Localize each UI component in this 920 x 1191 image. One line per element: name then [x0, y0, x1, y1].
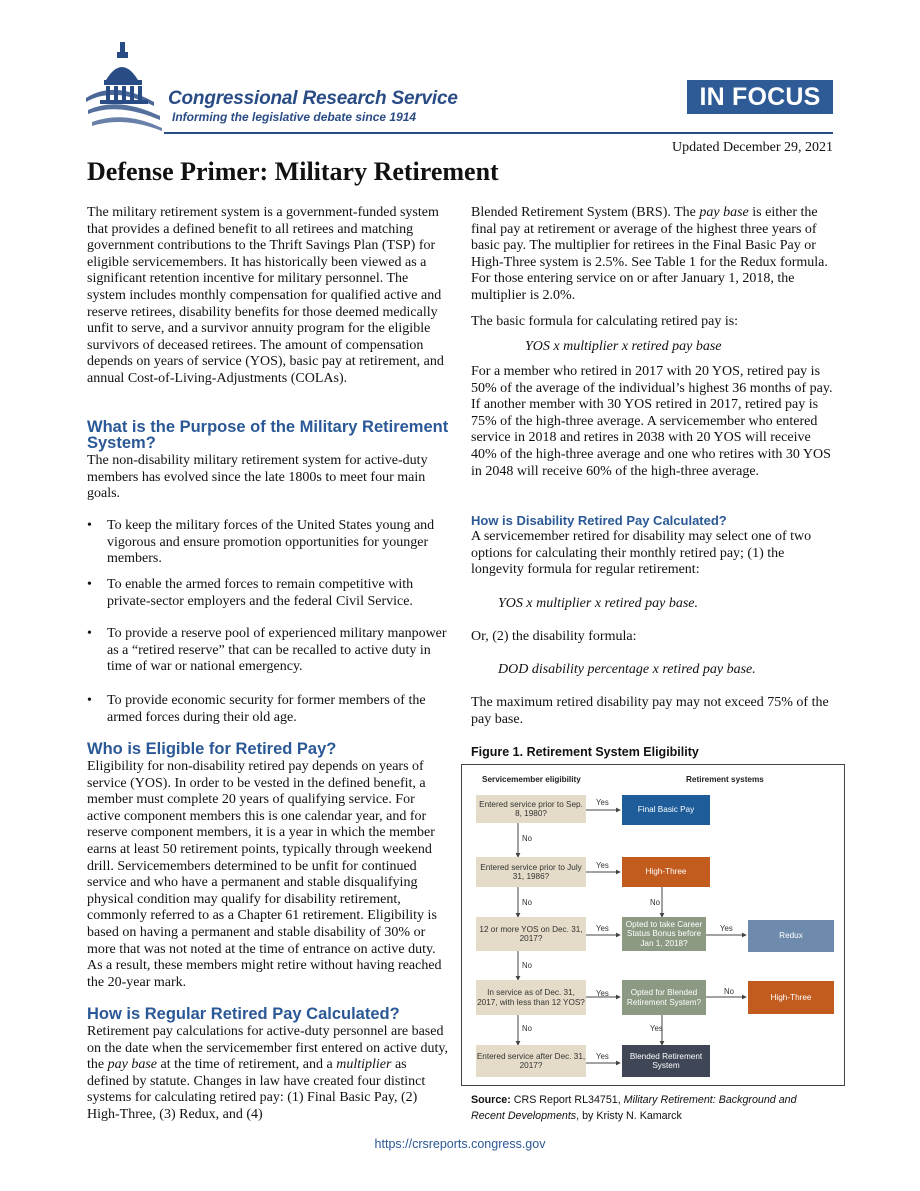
heading-disability: How is Disability Retired Pay Calculated?	[471, 513, 727, 528]
list-item	[87, 693, 449, 726]
page-title: Defense Primer: Military Retirement	[87, 157, 499, 186]
flowchart-header-left: Servicemember eligibility	[482, 775, 581, 784]
brs-text-1: Blended Retirement System (BRS). The	[471, 205, 700, 220]
intro-paragraph	[87, 205, 449, 388]
regular-text-2: at the time of retirement, and a	[157, 1057, 337, 1073]
formula-basic: YOS x multiplier x retired pay base	[525, 339, 722, 354]
formula-longevity: YOS x multiplier x retired pay base.	[498, 596, 698, 611]
final-basic-pay-box: Final Basic Pay	[622, 795, 710, 825]
yes-label: Yes	[596, 989, 609, 998]
figure-source	[471, 1092, 831, 1124]
bullet-icon: •	[87, 626, 92, 641]
figure-caption: Figure 1. Retirement System Eligibility	[471, 745, 699, 759]
bullet-icon: •	[87, 577, 92, 592]
yes-label: Yes	[596, 798, 609, 807]
opted-csb-box: Opted to take Career Status Bonus before Jan 1, 2018?	[622, 917, 706, 951]
formula-intro: The basic formula for calculating retired pay is:	[471, 314, 739, 329]
org-name: Congressional Research Service	[168, 88, 458, 109]
question-12-yos: 12 or more YOS on Dec. 31, 2017?	[476, 917, 586, 951]
source-title: Military Retirement: Background and Recent Developments	[471, 1094, 797, 1122]
no-label: No	[522, 898, 532, 907]
regular-paragraph	[87, 1024, 449, 1124]
list-item	[87, 577, 449, 610]
list-item-text: To provide a reserve pool of experienced military manpower as a “retired reserve” that can be recalled to active duty in time of war or national emergency.	[107, 626, 447, 675]
heading-regular: How is Regular Retired Pay Calculated?	[87, 1005, 400, 1023]
opted-brs-box: Opted for Blended Retirement System?	[622, 980, 706, 1015]
bullet-icon: •	[87, 518, 92, 533]
no-label: No	[650, 898, 660, 907]
no-label: No	[522, 1024, 532, 1033]
source-text-2: , by Kristy N. Kamarck	[576, 1110, 682, 1122]
disability-paragraph: A servicemember retired for disability may select one of two options for calculating their monthly retired pay; (1) the longevity formula for regular retirement:	[471, 529, 812, 578]
purpose-paragraph: The non-disability military retirement system for active-duty members has evolved since the late 1800s to meet four main goals.	[87, 453, 428, 502]
regular-text-1: Retirement pay calculations for active-duty personnel are based on the date when the servicemember first entered on active duty, the	[87, 1024, 449, 1073]
regular-text-3: as defined by statute. Changes in law have created four distinct systems for calculating retired pay: (1) Final Basic Pay, (2) High-Three, (3) Redux, and (4)	[87, 1057, 426, 1122]
yes-label: Yes	[720, 924, 733, 933]
example-paragraph: For a member who retired in 2017 with 20 YOS, retired pay is 50% of the average of the individual’s highest 36 months of pay. If another member with 30 YOS retired in 2017, retired pay is 75% of the high-three average. A servicemember who entered service in 2018 and retires in 2038 with 20 YOS will receive 40% of the high-three average and one who retires with 30 YOS in 2048 will receive 60% of the high-three average.	[471, 364, 833, 479]
eligibility-flowchart	[461, 764, 845, 1086]
redux-box: Redux	[748, 920, 834, 952]
no-label: No	[522, 834, 532, 843]
eligible-paragraph: Eligibility for non-disability retired pay depends on years of service (YOS). In order to be vested in the defined benefit, a member must complete 20 years of qualifying service. For active component members this is one calendar year, and for reserve component members, it is a year in which the member earns at least 50 retirement points, typically through weekend drill. Servicemembers determined to be unfit for continued service and who have a permanent and stable disqualifying physical condition may qualify for disability retirement, commonly referred to as a Chapter 61 retirement. Eligibility is based on having a permanent and stable disability of 30% or more that was not noted at the time of entrance on active duty. As a result, these members might retire without having reached the 20-year mark.	[87, 759, 442, 990]
no-label: No	[522, 961, 532, 970]
question-post-2017: Entered service after Dec. 31, 2017?	[476, 1045, 586, 1077]
heading-purpose: What is the Purpose of the Military Retirement System?	[87, 418, 449, 452]
brs-paragraph	[471, 205, 833, 305]
question-under-12-yos: In service as of Dec. 31, 2017, with less than 12 YOS?	[476, 980, 586, 1015]
source-text-1: CRS Report RL34751,	[510, 1094, 624, 1106]
blended-retirement-box: Blended Retirement System	[622, 1045, 710, 1077]
capitol-dome-logo	[84, 40, 176, 132]
question-pre-1980: Entered service prior to Sep. 8, 1980?	[476, 795, 586, 823]
list-item	[87, 518, 449, 568]
no-label: No	[724, 987, 734, 996]
yes-label: Yes	[596, 1052, 609, 1061]
yes-label: Yes	[650, 1024, 663, 1033]
max-disability-paragraph: The maximum retired disability pay may not exceed 75% of the pay base.	[471, 695, 829, 727]
org-tagline: Informing the legislative debate since 1914	[172, 110, 417, 124]
source-label: Source:	[471, 1094, 511, 1106]
list-item-text: To keep the military forces of the United States young and vigorous and ensure promotion opportunities for younger members.	[107, 518, 435, 567]
bullet-icon: •	[87, 693, 92, 708]
heading-eligible: Who is Eligible for Retired Pay?	[87, 740, 337, 758]
list-item-text: To enable the armed forces to remain competitive with private-sector employers and the federal Civil Service.	[107, 577, 414, 609]
updated-date: Updated December 29, 2021	[672, 140, 833, 155]
yes-label: Yes	[596, 924, 609, 933]
intro-text: The military retirement system is a government-funded system that provides a defined benefit to all retirees and matching government contributions to the Thrift Savings Plan (TSP) for eligible servicemembers. It has historically been viewed as a significant retention incentive for military personnel. The system includes monthly compensation for qualified active and reserve retirees, disability benefits for those deemed medically unfit to serve, and a survivor annuity program for the eligible survivors of deceased retirees. The amount of compensation depends on years of service (YOS), basic pay at retirement, and annual Cost-of-Living-Adjustments (COLAs).	[87, 205, 444, 386]
in-focus-badge: IN FOCUS	[687, 80, 833, 114]
formula-disability: DOD disability percentage x retired pay base.	[498, 662, 756, 677]
header-rule	[164, 132, 833, 134]
list-item-text: To provide economic security for former members of the armed forces during their old age.	[107, 693, 426, 725]
regular-emphasis-2: multiplier	[336, 1057, 392, 1073]
question-pre-1986: Entered service prior to July 31, 1986?	[476, 857, 586, 887]
brs-text-2: is either the final pay at retirement or average of the highest three years of basic pay. The multiplier for retirees in the Final Basic Pay or High-Three system is 2.5%. See Table 1 for the Redux formula. For those entering service on or after January 1, 2018, the multiplier is 2.0%.	[471, 205, 828, 303]
disability-option-2: Or, (2) the disability formula:	[471, 629, 637, 644]
flowchart-header-right: Retirement systems	[686, 775, 764, 784]
footer-link[interactable]: https://crsreports.congress.gov	[374, 1137, 546, 1151]
list-item	[87, 626, 449, 676]
high-three-box: High-Three	[622, 857, 710, 887]
yes-label: Yes	[596, 861, 609, 870]
brs-emphasis: pay base	[699, 205, 749, 220]
regular-emphasis-1: pay base	[107, 1057, 157, 1073]
high-three-box-2: High-Three	[748, 981, 834, 1014]
